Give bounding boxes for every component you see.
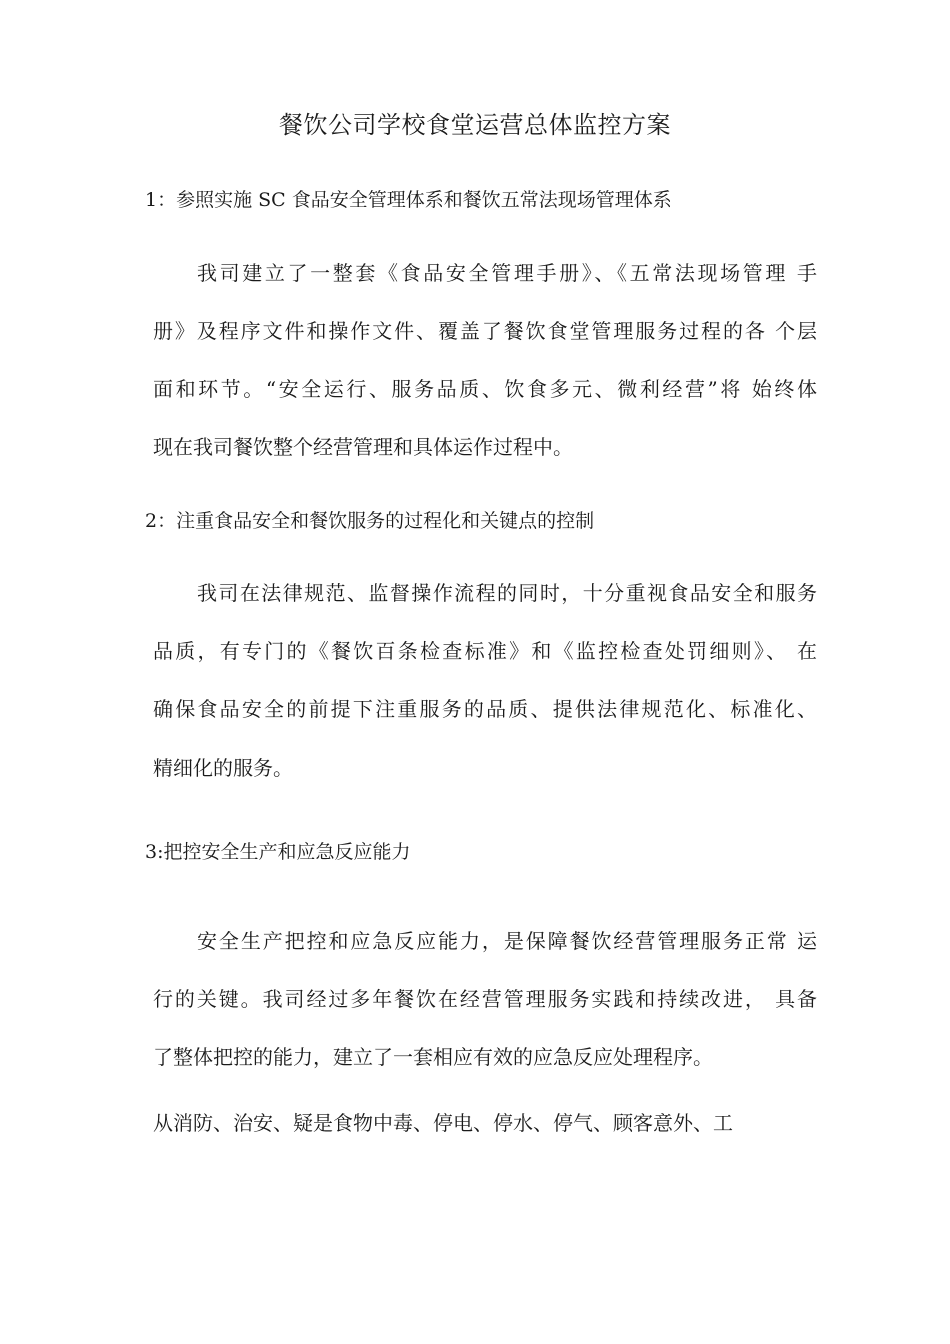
section-3-heading: 3:把控安全生产和应急反应能力 [145,841,411,863]
section-1-line-1: 我司建立了一整套《食品安全管理手册》、《五常法现场管理 手 [197,261,817,285]
section-1-line-3: 面和环节。“安全运行、服务品质、饮食多元、微利经营”将 始终体 [153,377,817,401]
document-title: 餐饮公司学校食堂运营总体监控方案 [279,111,671,139]
section-3-line-1: 安全生产把控和应急反应能力，是保障餐饮经营管理服务正常 运 [197,929,817,953]
section-2-line-4: 精细化的服务。 [153,756,293,780]
section-2-line-2: 品质，有专门的《餐饮百条检查标准》和《监控检查处罚细则》、 在 [153,639,817,663]
section-1-heading: 1：参照实施 SC 食品安全管理体系和餐饮五常法现场管理体系 [145,189,672,211]
section-3-line-2: 行的关键。我司经过多年餐饮在经营管理服务实践和持续改进， 具备 [153,987,817,1011]
section-2-heading: 2：注重食品安全和餐饮服务的过程化和关键点的控制 [145,510,595,532]
section-1-line-2: 册》及程序文件和操作文件、覆盖了餐饮食堂管理服务过程的各 个层 [153,319,817,343]
section-3-line-3: 了整体把控的能力，建立了一套相应有效的应急反应处理程序。 [153,1045,713,1069]
section-2-line-1: 我司在法律规范、监督操作流程的同时，十分重视食品安全和服务 [197,581,817,605]
section-1-line-4: 现在我司餐饮整个经营管理和具体运作过程中。 [153,435,573,459]
section-3-line-4: 从消防、治安、疑是食物中毒、停电、停水、停气、顾客意外、工 [153,1111,733,1135]
section-2-line-3: 确保食品安全的前提下注重服务的品质、提供法律规范化、标准化、 [153,697,817,721]
